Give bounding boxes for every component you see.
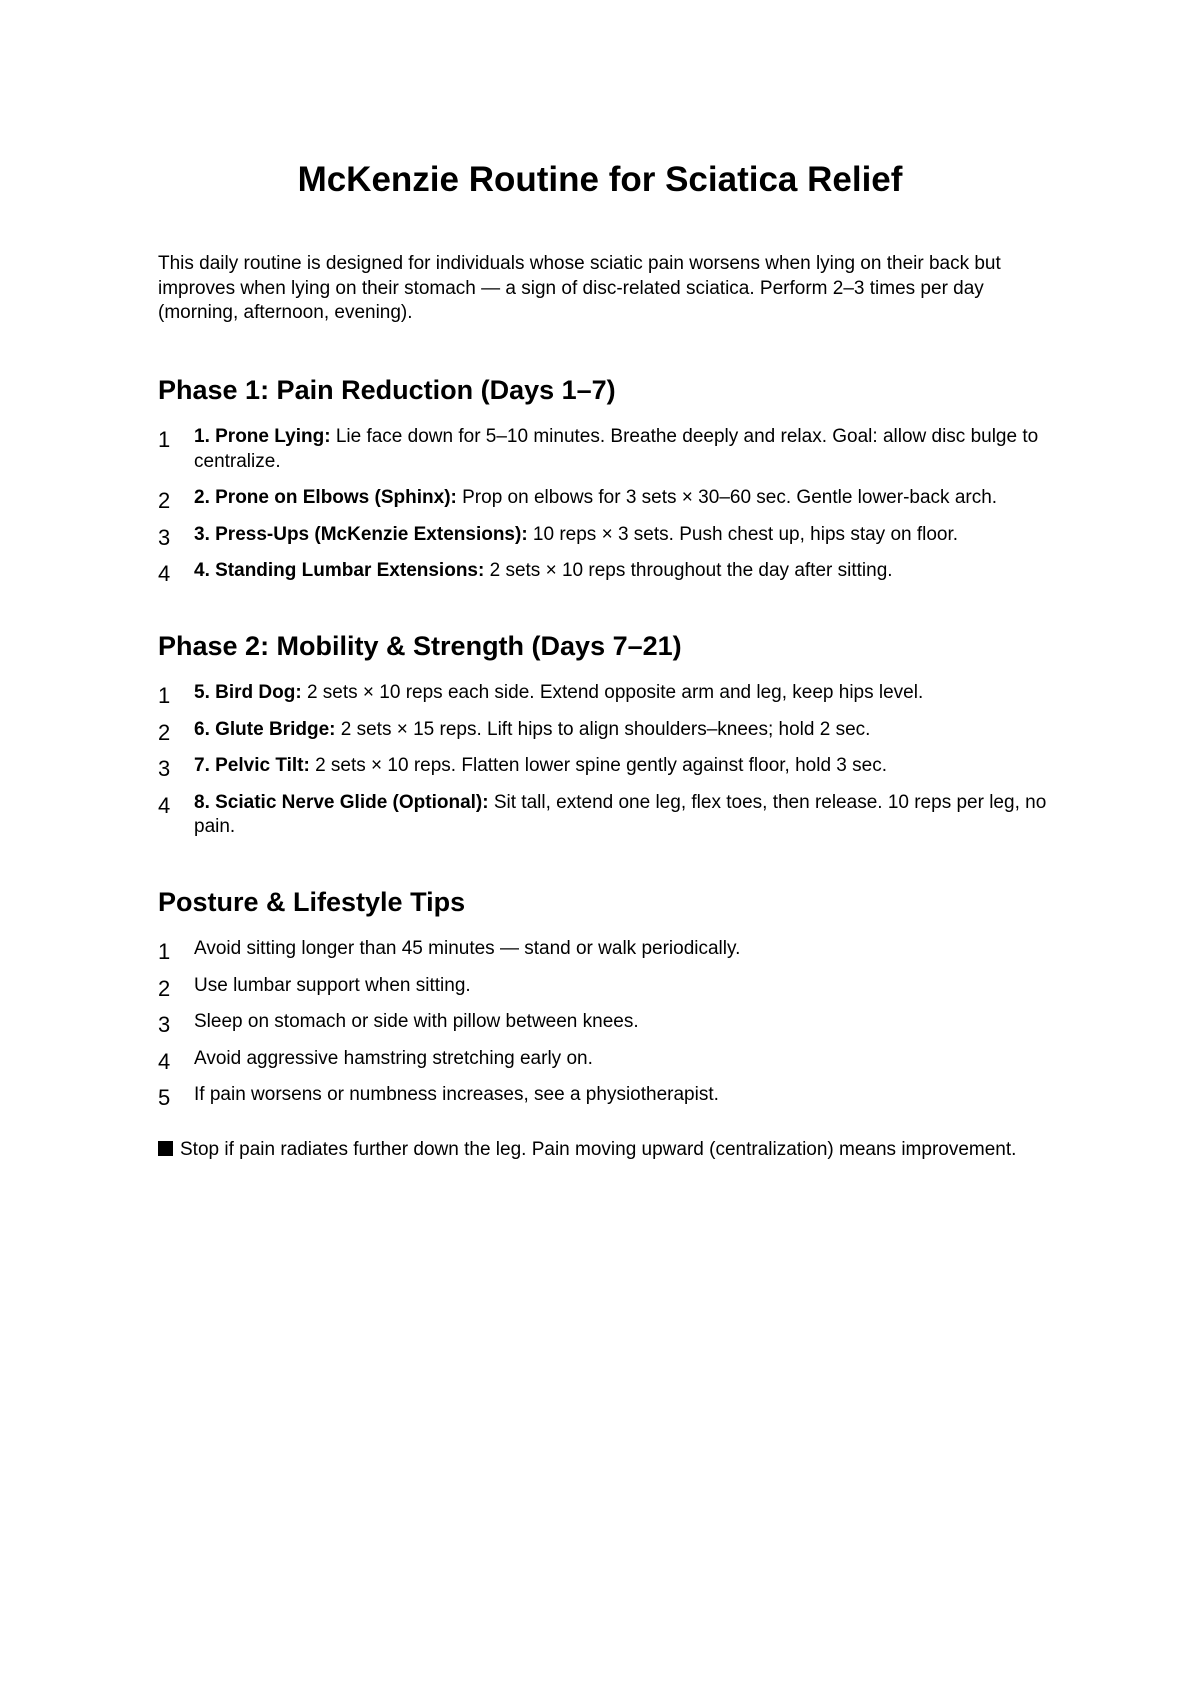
tips-heading: Posture & Lifestyle Tips: [158, 887, 466, 917]
tips-section: [158, 885, 1058, 1120]
item-text: Avoid sitting longer than 45 minutes — stand or walk periodically.: [194, 938, 741, 959]
page-title: McKenzie Routine for Sciatica Relief: [297, 160, 903, 199]
item-label: 5. Bird Dog:: [194, 682, 302, 703]
list-number: 1: [158, 939, 171, 964]
item-text: Use lumbar support when sitting.: [194, 974, 471, 996]
list-number: 1: [158, 427, 171, 452]
list-number: 2: [158, 975, 171, 1001]
item-label: 6. Glute Bridge:: [194, 718, 336, 740]
list-item: [158, 425, 1058, 474]
list-number: 3: [158, 524, 171, 550]
item-text: Sleep on stomach or side with pillow between knees.: [194, 1011, 639, 1032]
list-item: [158, 486, 1058, 511]
list-item: [158, 681, 1058, 706]
list-item: [158, 937, 1058, 962]
item-label: 3. Press-Ups (McKenzie Extensions):: [194, 523, 528, 545]
item-text: Avoid aggressive hamstring stretching early on.: [194, 1047, 593, 1069]
list-number: 4: [158, 561, 171, 586]
intro-paragraph: This daily routine is designed for individuals whose sciatic pain worsens when lying on their back but improves when lying on their stomach — a sign of disc-related sciatica. Perform 2–3 times per day (morning, afternoon, evening).: [158, 253, 1001, 323]
list-item: [158, 523, 1058, 548]
phase2-heading: Phase 2: Mobility & Strength (Days 7–21): [158, 631, 682, 661]
item-label: 8. Sciatic Nerve Glide (Optional):: [194, 791, 489, 813]
item-text: Prop on elbows for 3 sets × 30–60 sec. Gentle lower-back arch.: [456, 487, 998, 508]
warning-square-icon: [158, 1141, 173, 1156]
item-label: 4. Standing Lumbar Extensions:: [194, 560, 485, 581]
list-item: [158, 974, 1058, 999]
list-item: [158, 718, 1058, 743]
item-text: 2 sets × 15 reps. Lift hips to align shoulders–knees; hold 2 sec.: [335, 718, 871, 740]
list-item: [158, 1083, 1058, 1108]
item-text: 2 sets × 10 reps each side. Extend opposite arm and leg, keep hips level.: [301, 682, 924, 703]
list-number: 1: [158, 683, 171, 708]
list-item: [158, 754, 1058, 779]
item-text: Sit tall, extend one leg, flex toes, then release. 10 reps per leg, no pain.: [194, 791, 1047, 837]
list-item: [158, 1010, 1058, 1035]
item-text: 2 sets × 10 reps throughout the day after sitting.: [484, 560, 893, 581]
list-number: 3: [158, 1012, 171, 1037]
phase1-section: [158, 373, 1058, 596]
item-label: 2. Prone on Elbows (Sphinx):: [194, 487, 457, 508]
item-label: 7. Pelvic Tilt:: [194, 755, 310, 776]
list-number: 5: [158, 1085, 171, 1110]
phase1-heading: Phase 1: Pain Reduction (Days 1–7): [158, 375, 616, 405]
list-number: 3: [158, 756, 171, 781]
list-number: 2: [158, 488, 171, 513]
list-number: 4: [158, 792, 171, 818]
item-text: 10 reps × 3 sets. Push chest up, hips stay on floor.: [527, 523, 959, 545]
list-item: [158, 559, 1058, 584]
warning-text: Stop if pain radiates further down the leg. Pain moving upward (centralization) means improvement.: [180, 1139, 1017, 1160]
list-item: [158, 791, 1058, 840]
list-number: 2: [158, 719, 171, 745]
item-text: Lie face down for 5–10 minutes. Breathe deeply and relax. Goal: allow disc bulge to centralize.: [194, 426, 1039, 472]
item-label: 1. Prone Lying:: [194, 426, 331, 447]
warning-note: [158, 1138, 1058, 1163]
list-item: [158, 1047, 1058, 1072]
list-number: 4: [158, 1048, 171, 1074]
item-text: If pain worsens or numbness increases, see a physiotherapist.: [194, 1084, 719, 1105]
phase2-section: [158, 629, 1058, 852]
item-text: 2 sets × 10 reps. Flatten lower spine gently against floor, hold 3 sec.: [309, 755, 888, 776]
